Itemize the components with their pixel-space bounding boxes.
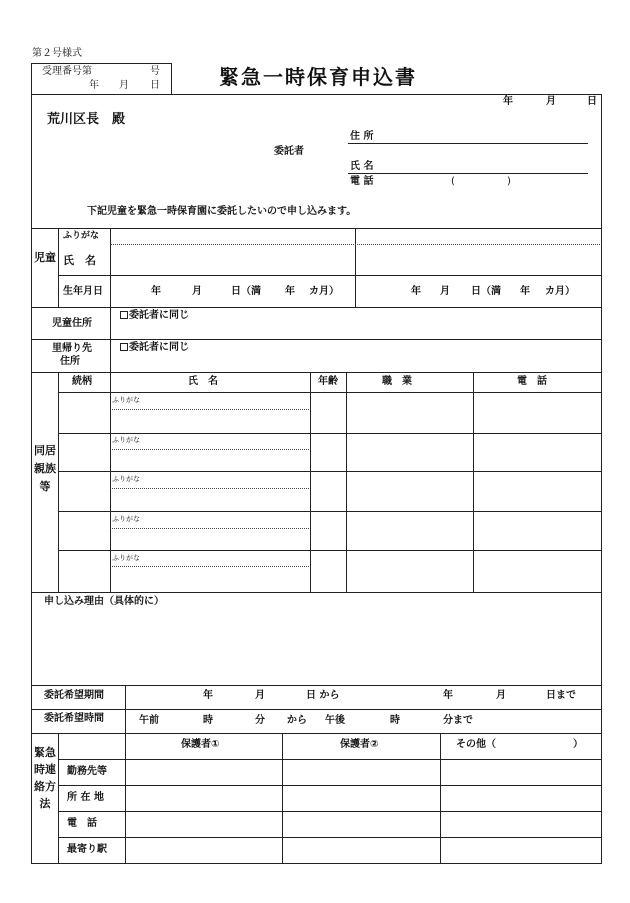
period-to-year: 年: [443, 690, 453, 701]
family-header-phone: 電 話: [517, 376, 547, 387]
date-year: 年: [503, 96, 513, 107]
dob-left-year: 年: [151, 286, 161, 297]
family-row-4-furigana: ふりがな: [112, 515, 140, 523]
dob-left-month: 月: [192, 286, 202, 297]
period-label: 委託希望期間: [44, 690, 104, 701]
reason-textarea[interactable]: [40, 612, 595, 682]
reason-label: 申し込み理由（具体的に）: [44, 596, 164, 607]
applicant-address-input[interactable]: [382, 129, 586, 142]
address-label: 住 所: [350, 131, 374, 142]
child-furigana-input[interactable]: [113, 230, 353, 243]
family-row-2-furigana: ふりがな: [112, 436, 140, 444]
dob-left-age-month: カ月）: [309, 286, 339, 297]
phone-paren-open: (: [451, 176, 455, 187]
child-dob-label: 生年月日: [63, 286, 103, 297]
phone-label: 電 話: [350, 176, 374, 187]
time-minute1: 分: [255, 715, 265, 726]
date-month: 月: [546, 96, 556, 107]
family-header-relation: 続柄: [72, 376, 92, 387]
return-address-label-1: 里帰り先: [52, 343, 92, 354]
time-am: 午前: [139, 715, 159, 726]
emergency-other-input[interactable]: [508, 738, 570, 752]
family-section-label: 同居親族等: [34, 444, 56, 493]
dob-right-year: 年: [411, 286, 421, 297]
period-from-year: 年: [203, 690, 213, 701]
time-label: 委託希望時間: [44, 713, 104, 724]
time-pm: 午後: [325, 715, 345, 726]
child-address-same[interactable]: 委託者に同じ: [120, 311, 189, 321]
receipt-month: 月: [119, 80, 129, 91]
family-row-3-furigana: ふりがな: [112, 475, 140, 483]
emergency-row-phone: 電 話: [67, 818, 97, 829]
child-name-label: 氏 名: [63, 254, 96, 267]
addressee: 荒川区長 殿: [47, 112, 126, 127]
return-address-same[interactable]: 委託者に同じ: [120, 343, 189, 353]
applicant-label: 委託者: [274, 146, 304, 157]
emergency-col-guardian1: 保護者①: [181, 739, 220, 750]
emergency-col-other: その他（: [456, 739, 496, 750]
phone-paren-close: ): [507, 176, 511, 187]
page-title: 緊急一時保育申込書: [219, 65, 417, 89]
emergency-row-workplace: 勤務先等: [67, 766, 107, 777]
child-name-input[interactable]: [113, 248, 353, 273]
period-from-day: 日 から: [306, 690, 340, 701]
emergency-col-guardian2: 保護者②: [340, 739, 379, 750]
family-row-5-furigana: ふりがな: [112, 554, 140, 562]
checkbox-icon[interactable]: [120, 343, 128, 351]
period-from-month: 月: [255, 690, 265, 701]
emergency-row-location: 所 在 地: [67, 792, 104, 803]
emergency-section-label: 緊急時連絡方法: [34, 746, 56, 810]
applicant-name-input[interactable]: [382, 159, 586, 172]
family-header-occupation: 職 業: [382, 376, 412, 387]
child-address-label: 児童住所: [52, 318, 92, 329]
dob-right-month: 月: [440, 286, 450, 297]
emergency-col-other-close: ）: [573, 739, 583, 750]
dob-left-age-year: 年: [285, 286, 295, 297]
name-label: 氏 名: [350, 161, 374, 172]
time-until: 分まで: [443, 715, 473, 726]
time-hour1: 時: [203, 715, 213, 726]
family-row-1-furigana: ふりがな: [112, 396, 140, 404]
date-day: 日: [587, 96, 597, 107]
return-address-label-2: 住所: [60, 356, 80, 367]
time-hour2: 時: [390, 715, 400, 726]
checkbox-icon[interactable]: [120, 311, 128, 319]
period-to-month: 月: [496, 690, 506, 701]
dob-left-day: 日（満: [231, 286, 261, 297]
time-from: から: [287, 715, 307, 726]
statement: 下記児童を緊急一時保育園に委託したいので申し込みます。: [87, 206, 357, 217]
family-header-age: 年齢: [318, 376, 338, 387]
applicant-phone-input[interactable]: [459, 176, 505, 189]
receipt-year: 年: [89, 80, 99, 91]
dob-right-age-year: 年: [520, 286, 530, 297]
dob-right-day: 日（満: [471, 286, 501, 297]
emergency-row-station: 最寄り駅: [67, 844, 107, 855]
receipt-number-input[interactable]: [100, 64, 146, 78]
child-section-label: 児童: [34, 251, 56, 264]
receipt-day: 日: [150, 80, 160, 91]
family-header-name: 氏 名: [188, 376, 218, 387]
receipt-label: 受理番号第: [42, 66, 92, 77]
receipt-number-suffix: 号: [150, 66, 160, 77]
dob-right-age-month: カ月）: [545, 286, 575, 297]
period-to-day: 日まで: [546, 690, 576, 701]
form-id: 第２号様式: [32, 48, 82, 59]
child-furigana-label: ふりがな: [63, 231, 100, 241]
